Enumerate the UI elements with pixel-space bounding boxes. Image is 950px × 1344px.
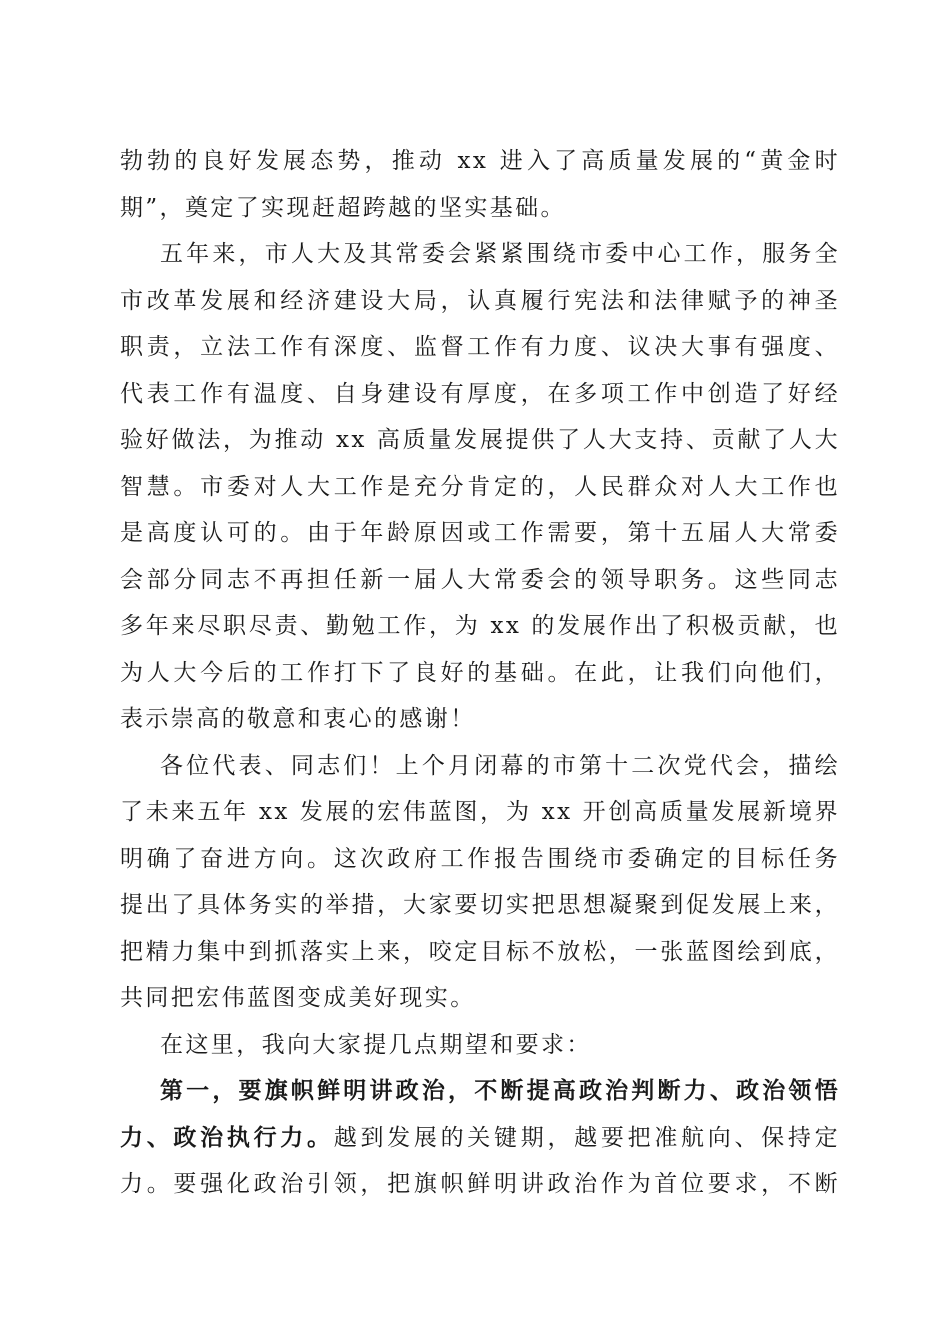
text-line: 了未来五年 xx 发展的宏伟蓝图，为 xx 开创高质量发展新境界 (120, 799, 840, 825)
text-line: 为人大今后的工作打下了良好的基础。在此，让我们向他们， (120, 659, 840, 686)
text-line: 明确了奋进方向。这次政府工作报告围绕市委确定的目标任务 (120, 845, 840, 872)
paragraph (120, 138, 840, 231)
text-line: 提出了具体务实的举措，大家要切实把思想凝聚到促发展上来， (120, 892, 840, 918)
bold-segment: 力、政治执行力。 (120, 1123, 334, 1151)
text-line: 把精力集中到抓落实上来，咬定目标不放松，一张蓝图绘到底， (120, 938, 840, 965)
paragraph (120, 1022, 840, 1069)
text-line: 勃勃的良好发展态势，推动 xx 进入了高质量发展的“黄金时 (120, 148, 840, 174)
text-line: 力、政治执行力。越到发展的关键期，越要把准航向、保持定 (120, 1123, 841, 1151)
text-line: 验好做法，为推动 xx 高质量发展提供了人大支持、贡献了人大 (120, 427, 840, 453)
document-body (120, 138, 840, 1208)
text-line: 表示崇高的敬意和衷心的感谢！ (120, 706, 476, 732)
text-line: 代表工作有温度、自身建设有厚度，在多项工作中创造了好经 (120, 380, 840, 407)
paragraph (120, 743, 840, 1022)
paragraph-heading-point (120, 1068, 840, 1208)
paragraph (120, 231, 840, 743)
text-line: 智慧。市委对人大工作是充分肯定的，人民群众对人大工作也 (120, 473, 840, 500)
text-line: 力。要强化政治引领，把旗帜鲜明讲政治作为首位要求，不断 (120, 1171, 840, 1197)
text-line: 期”，奠定了实现赶超跨越的坚实基础。 (120, 194, 566, 221)
text-line: 市改革发展和经济建设大局，认真履行宪法和法律赋予的神圣 (120, 287, 840, 314)
text-line: 会部分同志不再担任新一届人大常委会的领导职务。这些同志 (120, 566, 840, 593)
text-line: 多年来尽职尽责、勤勉工作，为 xx 的发展作出了积极贡献，也 (120, 613, 840, 639)
text-line: 在这里，我向大家提几点期望和要求： (160, 1031, 592, 1058)
text-line: 各位代表、同志们！上个月闭幕的市第十二次党代会，描绘 (160, 752, 840, 779)
text-line: 职责，立法工作有深度、监督工作有力度、议决大事有强度、 (120, 334, 840, 360)
text-line: 共同把宏伟蓝图变成美好现实。 (120, 985, 476, 1011)
text-line: 五年来，市人大及其常委会紧紧围绕市委中心工作，服务全 (160, 241, 840, 267)
text-line: 第一，要旗帜鲜明讲政治，不断提高政治判断力、政治领悟 (160, 1077, 840, 1104)
text-line: 是高度认可的。由于年龄原因或工作需要，第十五届人大常委 (120, 520, 840, 546)
